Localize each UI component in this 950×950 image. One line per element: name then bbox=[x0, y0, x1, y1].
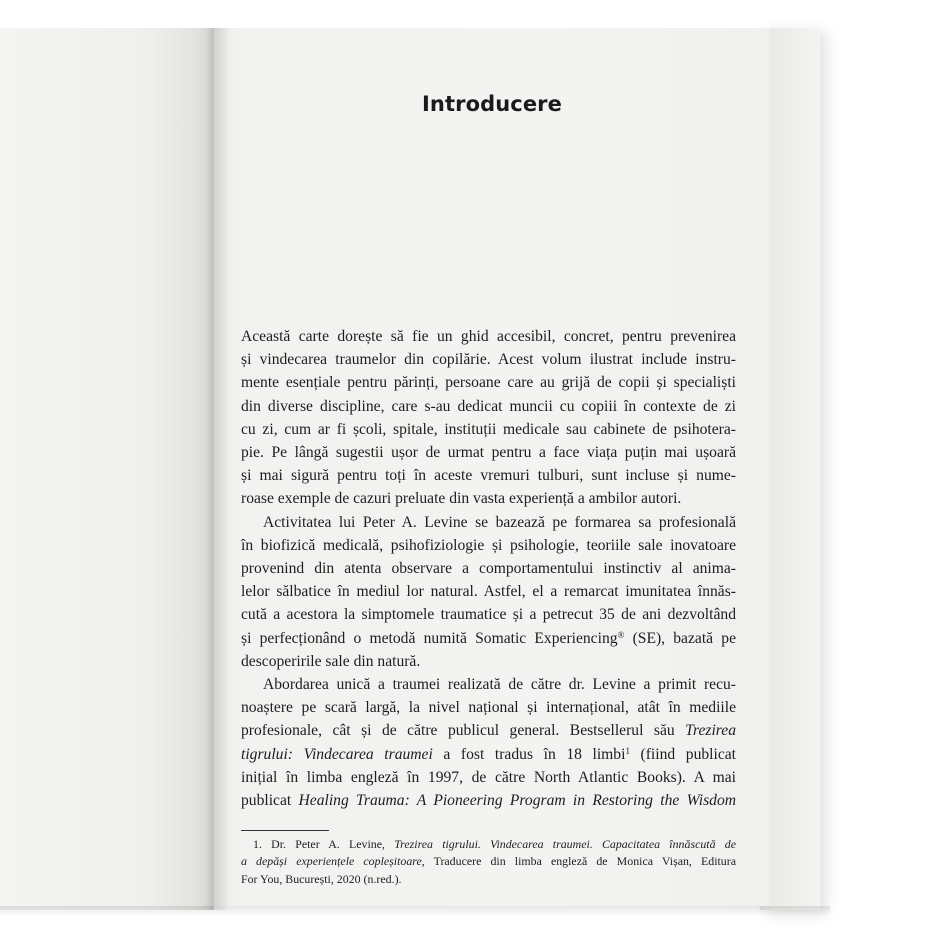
text-line: mente esențiale pentru părinți, persoane care au grijă de copii și specialiști bbox=[241, 374, 736, 392]
footnote bbox=[241, 836, 736, 888]
text-line: în biofizică medicală, psihofiziologie și psihologie, teoriile sale inovatoare bbox=[241, 536, 736, 554]
text-line: descoperirile sale din natură. bbox=[241, 652, 421, 670]
text-line: inițial în limba engleză în 1997, de către North Atlantic Books). A mai bbox=[241, 768, 736, 786]
text-line: roase exemple de cazuri preluate din vasta experiență a ambilor autori. bbox=[241, 490, 682, 508]
text-line: noaștere pe scară largă, la nivel național și internațional, atât în mediile bbox=[241, 699, 736, 717]
text-line: Abordarea unică a traumei realizată de către dr. Levine a primit recu- bbox=[263, 676, 736, 694]
left-page bbox=[0, 28, 214, 910]
chapter-title: Introducere bbox=[422, 92, 562, 116]
text-line: profesionale, cât și de către publicul general. Bestsellerul său Trezirea bbox=[241, 722, 736, 740]
footnote-line: 1. Dr. Peter A. Levine, Trezirea tigrului. Vindecarea traumei. Capacitatea înnăscută de bbox=[253, 837, 736, 851]
text-line: cută a acestora la simptomele traumatice și a petrecut 35 de ani dezvoltând bbox=[241, 606, 736, 624]
text-line: Această carte dorește să fie un ghid accesibil, concret, pentru prevenirea bbox=[241, 328, 736, 345]
text-line: și vindecarea traumelor din copilărie. Acest volum ilustrat include instru- bbox=[241, 351, 736, 369]
body-text bbox=[241, 325, 736, 812]
footnote-line: a depăși experiențele copleșitoare, Traducere din limba engleză de Monica Vișan, Editura bbox=[241, 854, 736, 869]
text-line: din diverse discipline, care s-au dedicat muncii cu copiii în contexte de zi bbox=[241, 397, 736, 415]
footnote-separator bbox=[241, 830, 329, 831]
text-line: și perfecționând o metodă numită Somatic Experiencing® (SE), bazată pe bbox=[241, 629, 736, 647]
text-line: publicat Healing Trauma: A Pioneering Program in Restoring the Wisdom bbox=[241, 792, 736, 810]
text-line: cu zi, cum ar fi școli, spitale, instituții medicale sau cabinete de psihotera- bbox=[241, 420, 736, 438]
text-line: și mai sigură pentru toți în aceste vremuri tulburi, sunt incluse și nume- bbox=[241, 467, 736, 485]
text-line: pie. Pe lângă sugestii ușor de urmat pentru a face viața puțin mai ușoară bbox=[241, 444, 736, 462]
text-line: tigrului: Vindecarea traumei a fost tradus în 18 limbi$^1$ (fiind publicat bbox=[241, 745, 737, 763]
text-line: Activitatea lui Peter A. Levine se bazează pe formarea sa profesională bbox=[263, 513, 736, 531]
book-gutter-shadow bbox=[206, 28, 228, 910]
footnote-line: For You, București, 2020 (n.red.). bbox=[241, 871, 402, 886]
book-bottom-shadow bbox=[0, 906, 830, 916]
text-line: provenind din atenta observare a comportamentului instinctiv al anima- bbox=[241, 560, 736, 578]
text-line: lelor sălbatice în mediul lor natural. Astfel, el a remarcat imunitatea înnăs- bbox=[241, 583, 736, 601]
